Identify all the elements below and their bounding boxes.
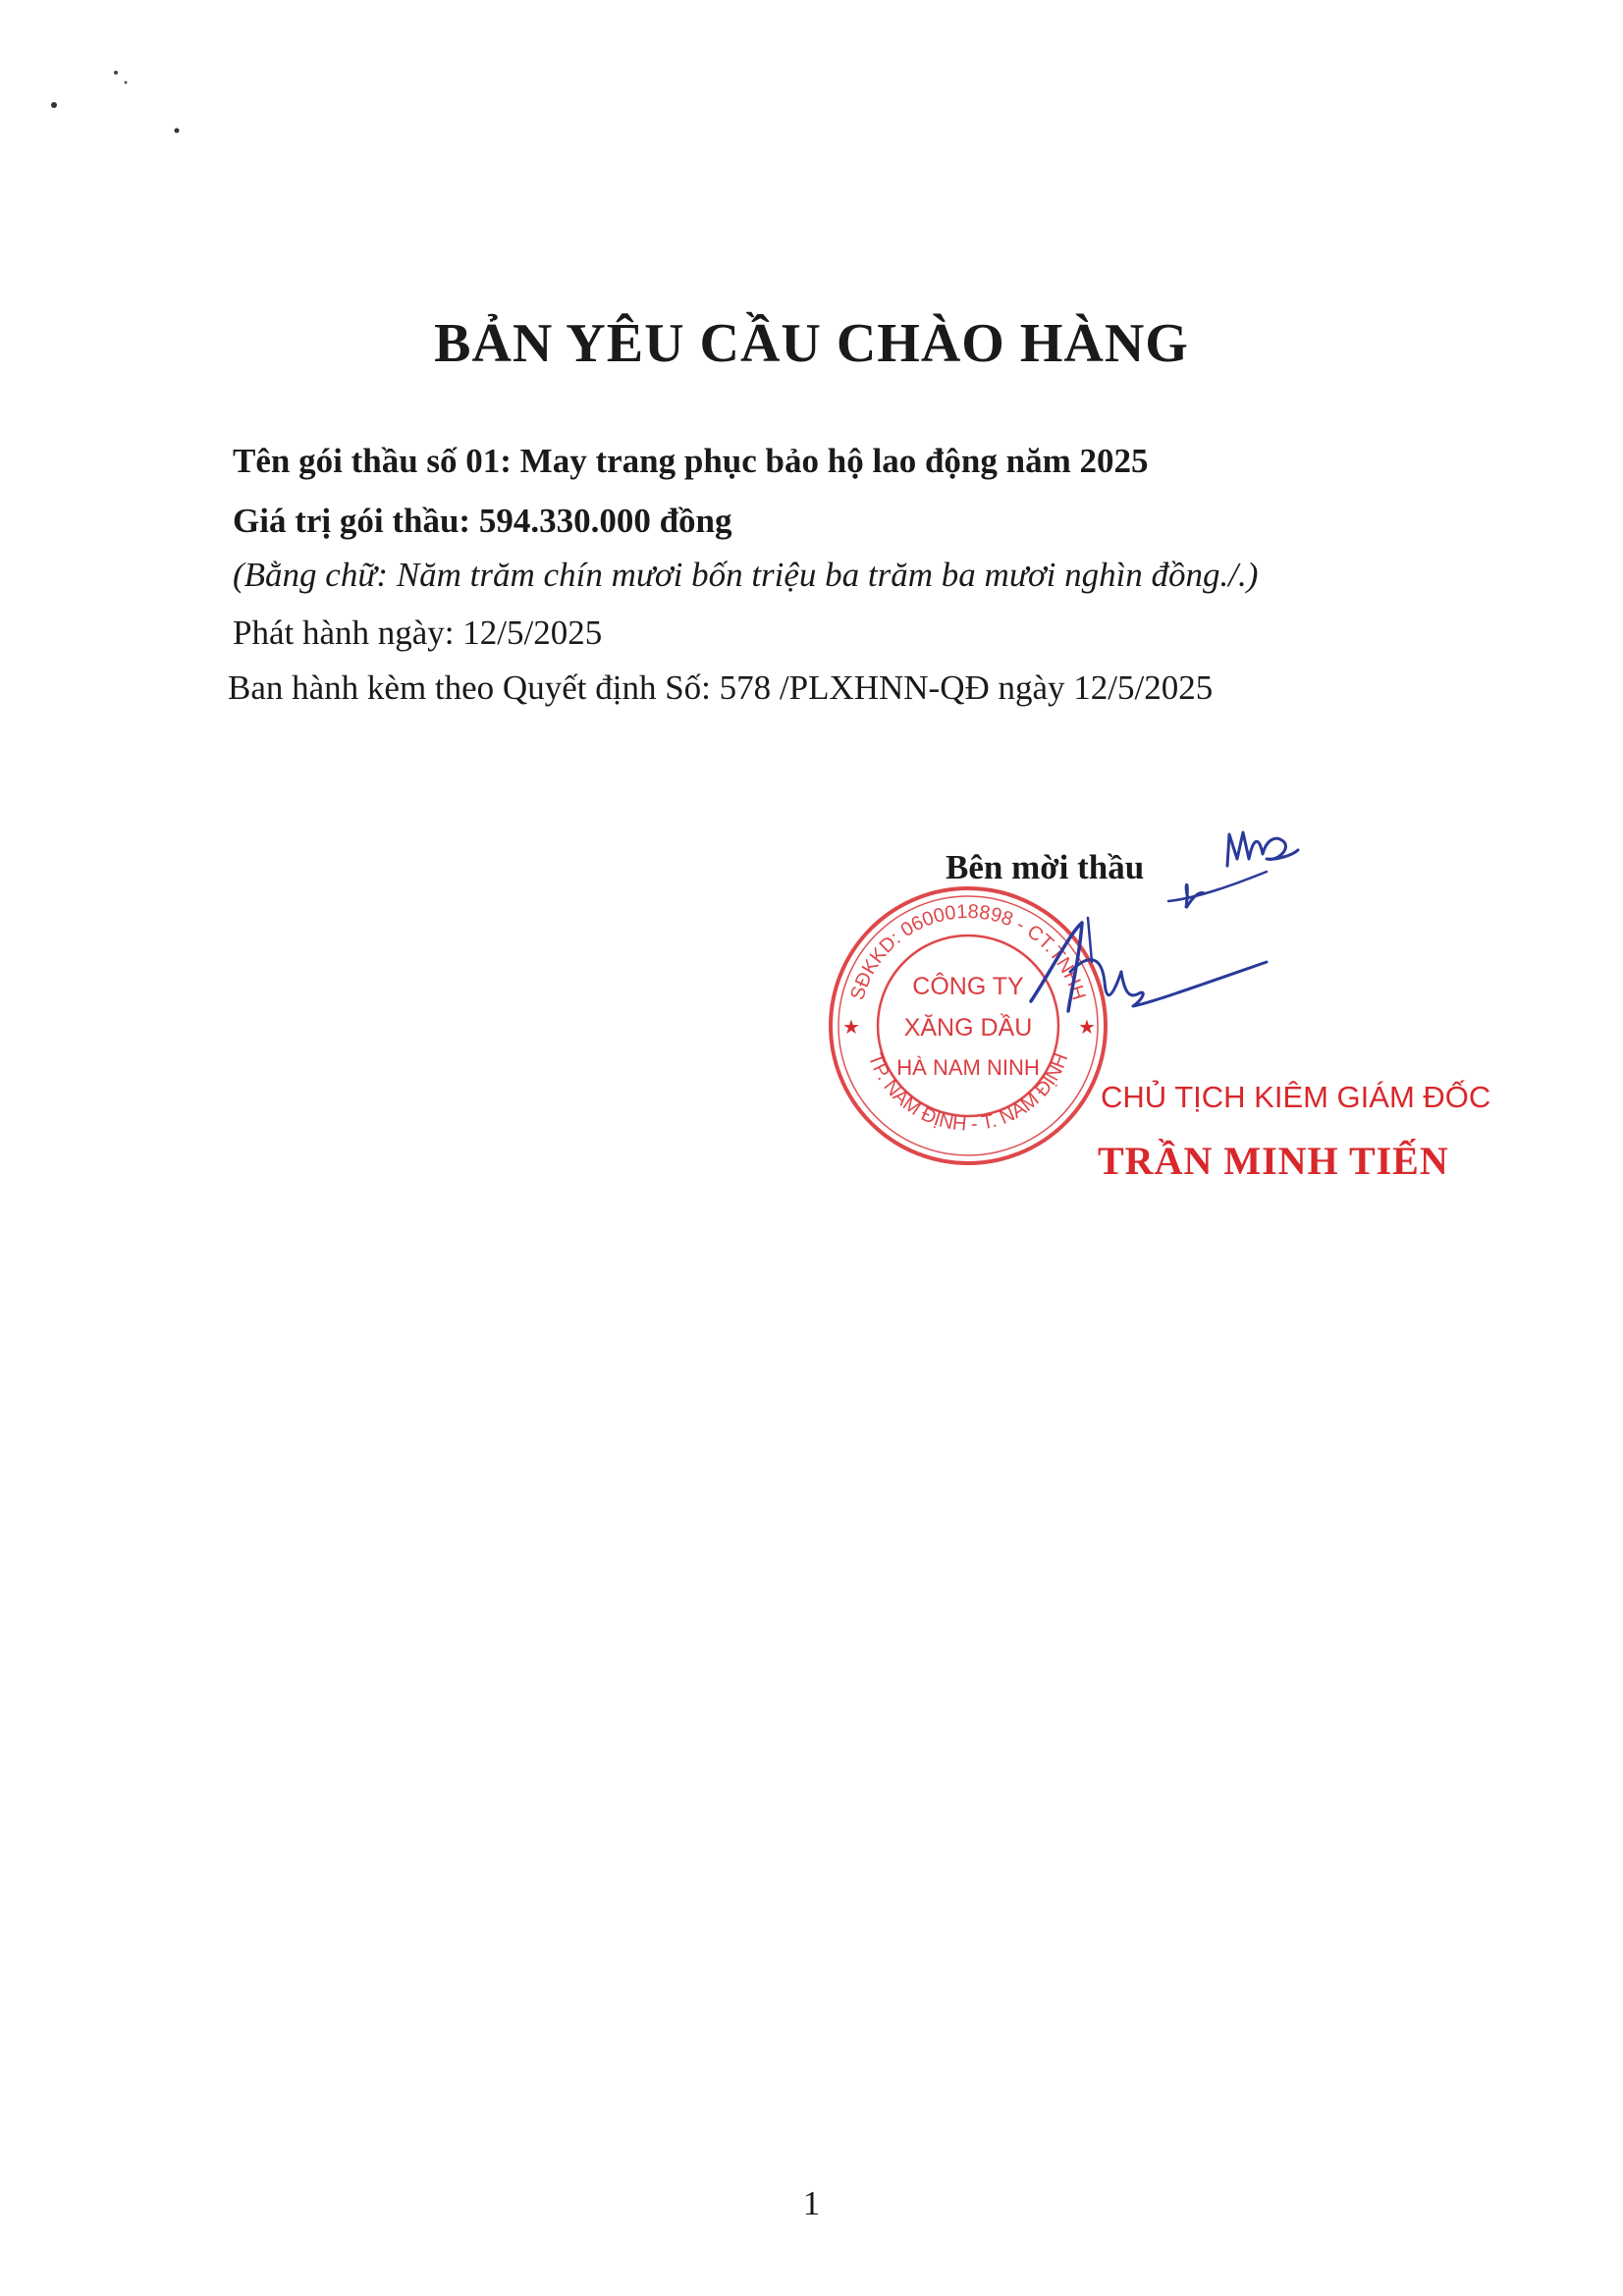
issue-date: Phát hành ngày: 12/5/2025 (233, 614, 603, 652)
initials-signature (1129, 805, 1306, 923)
svg-text:HÀ NAM NINH: HÀ NAM NINH (896, 1055, 1040, 1080)
svg-text:★: ★ (842, 1017, 860, 1039)
package-value-in-words: (Bằng chữ: Năm trăm chín mươi bốn triệu ba trăm ba mươi nghìn đồng./.) (233, 556, 1259, 594)
package-value: Giá trị gói thầu: 594.330.000 đồng (233, 502, 732, 540)
signer-position: CHỦ TỊCH KIÊM GIÁM ĐỐC (1101, 1080, 1491, 1114)
page-number: 1 (802, 2184, 821, 2222)
svg-text:XĂNG DẦU: XĂNG DẦU (903, 1014, 1033, 1041)
svg-text:★: ★ (1078, 1017, 1096, 1039)
decision-reference: Ban hành kèm theo Quyết định Số: 578 /PLXHNN-QĐ ngày 12/5/2025 (228, 668, 1214, 707)
scan-specks (0, 0, 255, 177)
svg-text:SĐKKD: 0600018898 - CT.TNHH: SĐKKD: 0600018898 - CT.TNHH (846, 900, 1090, 1003)
svg-text:TP. NAM ĐỊNH - T. NAM ĐỊNH: TP. NAM ĐỊNH - T. NAM ĐỊNH (863, 1050, 1073, 1136)
signer-role: Bên mời thầu (946, 848, 1145, 886)
signer-name: TRẦN MINH TIẾN (1098, 1139, 1449, 1183)
director-signature (1011, 913, 1286, 1050)
svg-text:CÔNG TY: CÔNG TY (912, 973, 1024, 1000)
document-title: BẢN YÊU CẦU CHÀO HÀNG (434, 313, 1189, 374)
package-name: Tên gói thầu số 01: May trang phục bảo hộ lao động năm 2025 (233, 442, 1149, 480)
